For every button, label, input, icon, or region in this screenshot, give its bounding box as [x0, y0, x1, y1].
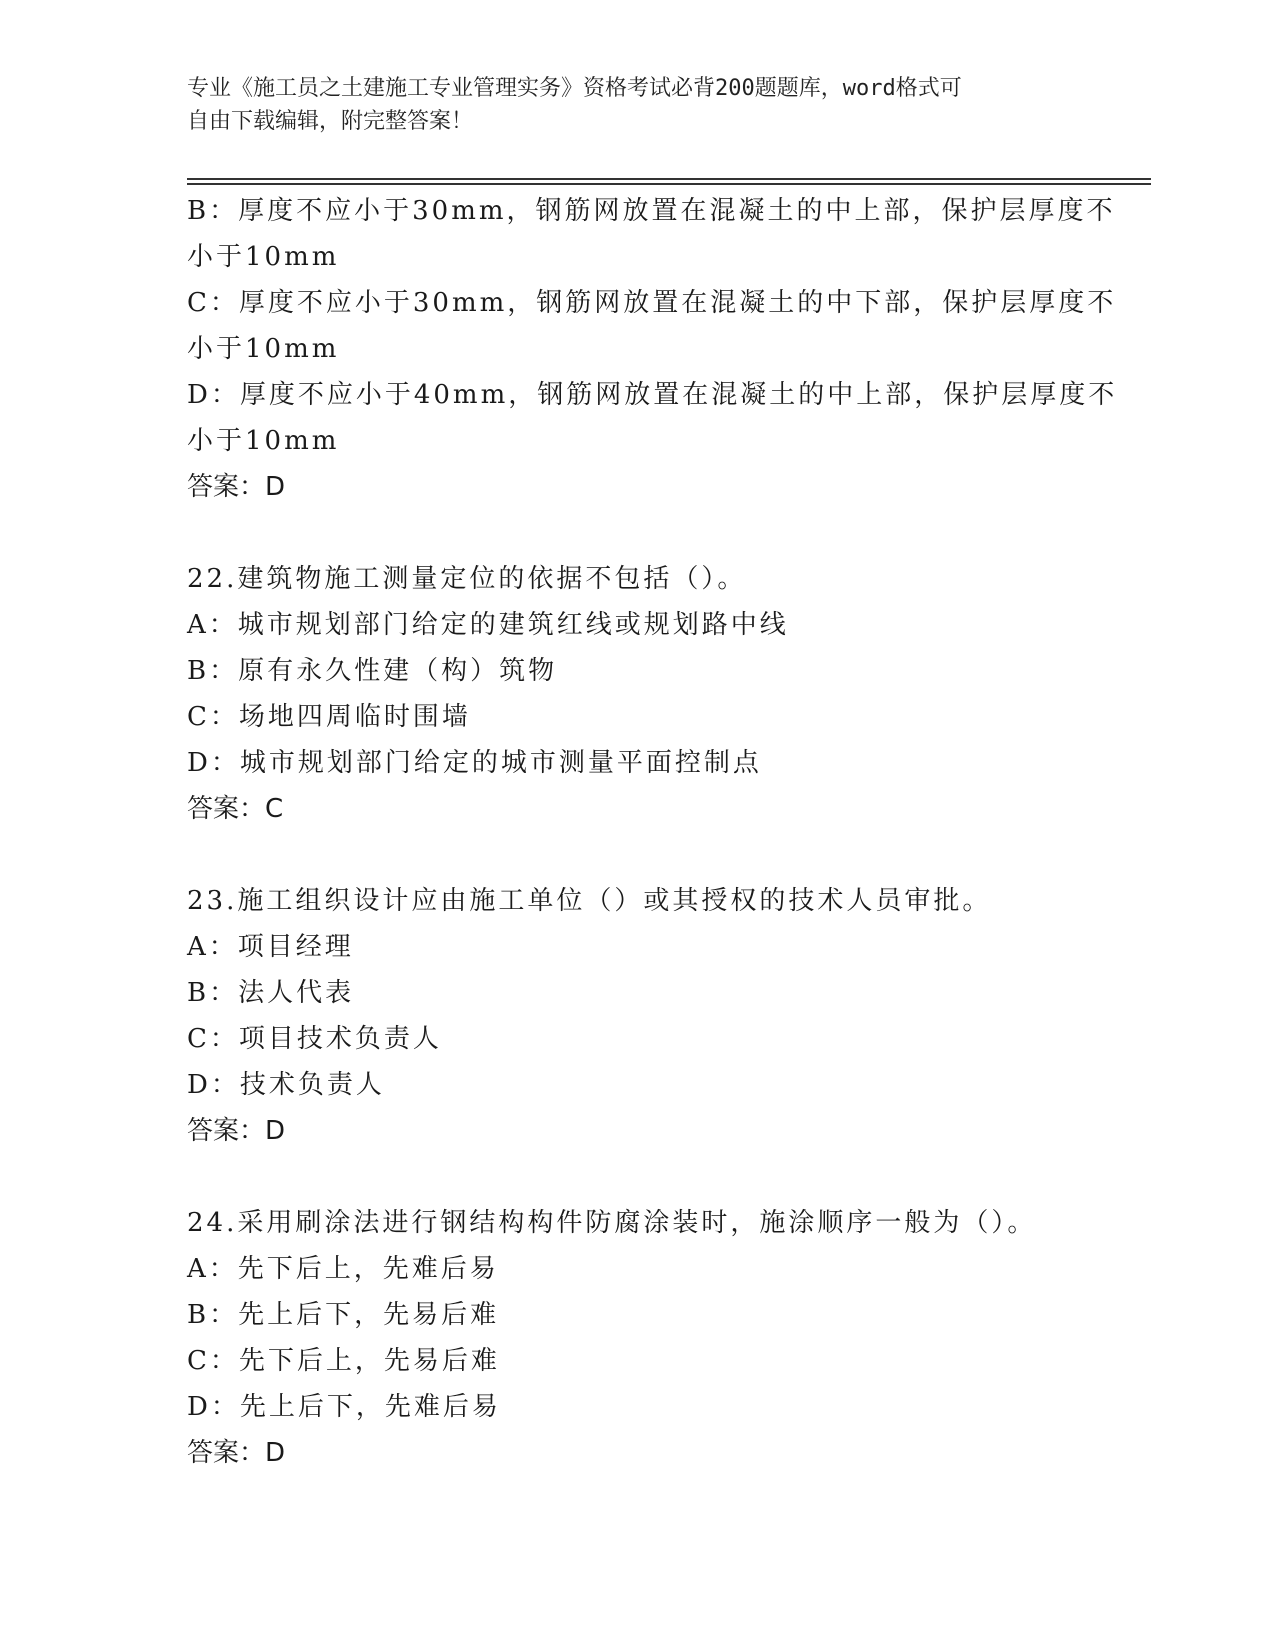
question-22	[187, 556, 1107, 832]
header-divider-top	[187, 178, 1151, 180]
document-body	[187, 188, 1118, 1476]
option-d-line-1: D：厚度不应小于40mm，钢筋网放置在混凝土的中上部，保护层厚度不	[187, 380, 1118, 410]
answer: 答案：D	[187, 1438, 286, 1468]
option-b-line-1: B：厚度不应小于30mm，钢筋网放置在混凝土的中上部，保护层厚度不	[187, 196, 1116, 226]
answer: 答案：D	[187, 472, 286, 502]
option-c: C：项目技术负责人	[187, 1024, 442, 1054]
option-a: A：先下后上，先难后易	[187, 1254, 499, 1284]
question-23	[187, 878, 1107, 1154]
option-c: C：场地四周临时围墙	[187, 702, 471, 732]
option-d: D：技术负责人	[187, 1070, 385, 1100]
question-text: 23.施工组织设计应由施工单位（）或其授权的技术人员审批。	[187, 886, 992, 916]
header-line-2: 自由下载编辑，附完整答案！	[187, 109, 474, 134]
option-d-line-2: 小于10mm	[187, 426, 340, 456]
question-24	[187, 1200, 1107, 1476]
option-d: D：城市规划部门给定的城市测量平面控制点	[187, 748, 762, 778]
question-text: 22.建筑物施工测量定位的依据不包括（）。	[187, 564, 747, 594]
header-line-1: 专业《施工员之土建施工专业管理实务》资格考试必背200题题库，word格式可	[187, 76, 962, 101]
option-c: C：先下后上，先易后难	[187, 1346, 500, 1376]
option-c-line-1: C：厚度不应小于30mm，钢筋网放置在混凝土的中下部，保护层厚度不	[187, 288, 1117, 318]
question-21-continued	[187, 188, 1118, 510]
option-b-line-2: 小于10mm	[187, 242, 340, 272]
option-a: A：项目经理	[187, 932, 354, 962]
option-b: B：原有永久性建（构）筑物	[187, 656, 558, 686]
answer: 答案：C	[187, 794, 284, 824]
option-a: A：城市规划部门给定的建筑红线或规划路中线	[187, 610, 789, 640]
option-b: B：先上后下，先易后难	[187, 1300, 500, 1330]
option-b: B：法人代表	[187, 978, 355, 1008]
document-header	[187, 72, 1067, 138]
answer: 答案：D	[187, 1116, 286, 1146]
question-text: 24.采用刷涂法进行钢结构构件防腐涂装时，施涂顺序一般为（）。	[187, 1208, 1037, 1238]
header-divider-bottom	[187, 183, 1151, 185]
spacer	[187, 1154, 1107, 1200]
option-d: D：先上后下，先难后易	[187, 1392, 501, 1422]
option-c-line-2: 小于10mm	[187, 334, 340, 364]
spacer	[187, 832, 1107, 878]
spacer	[187, 510, 1107, 556]
